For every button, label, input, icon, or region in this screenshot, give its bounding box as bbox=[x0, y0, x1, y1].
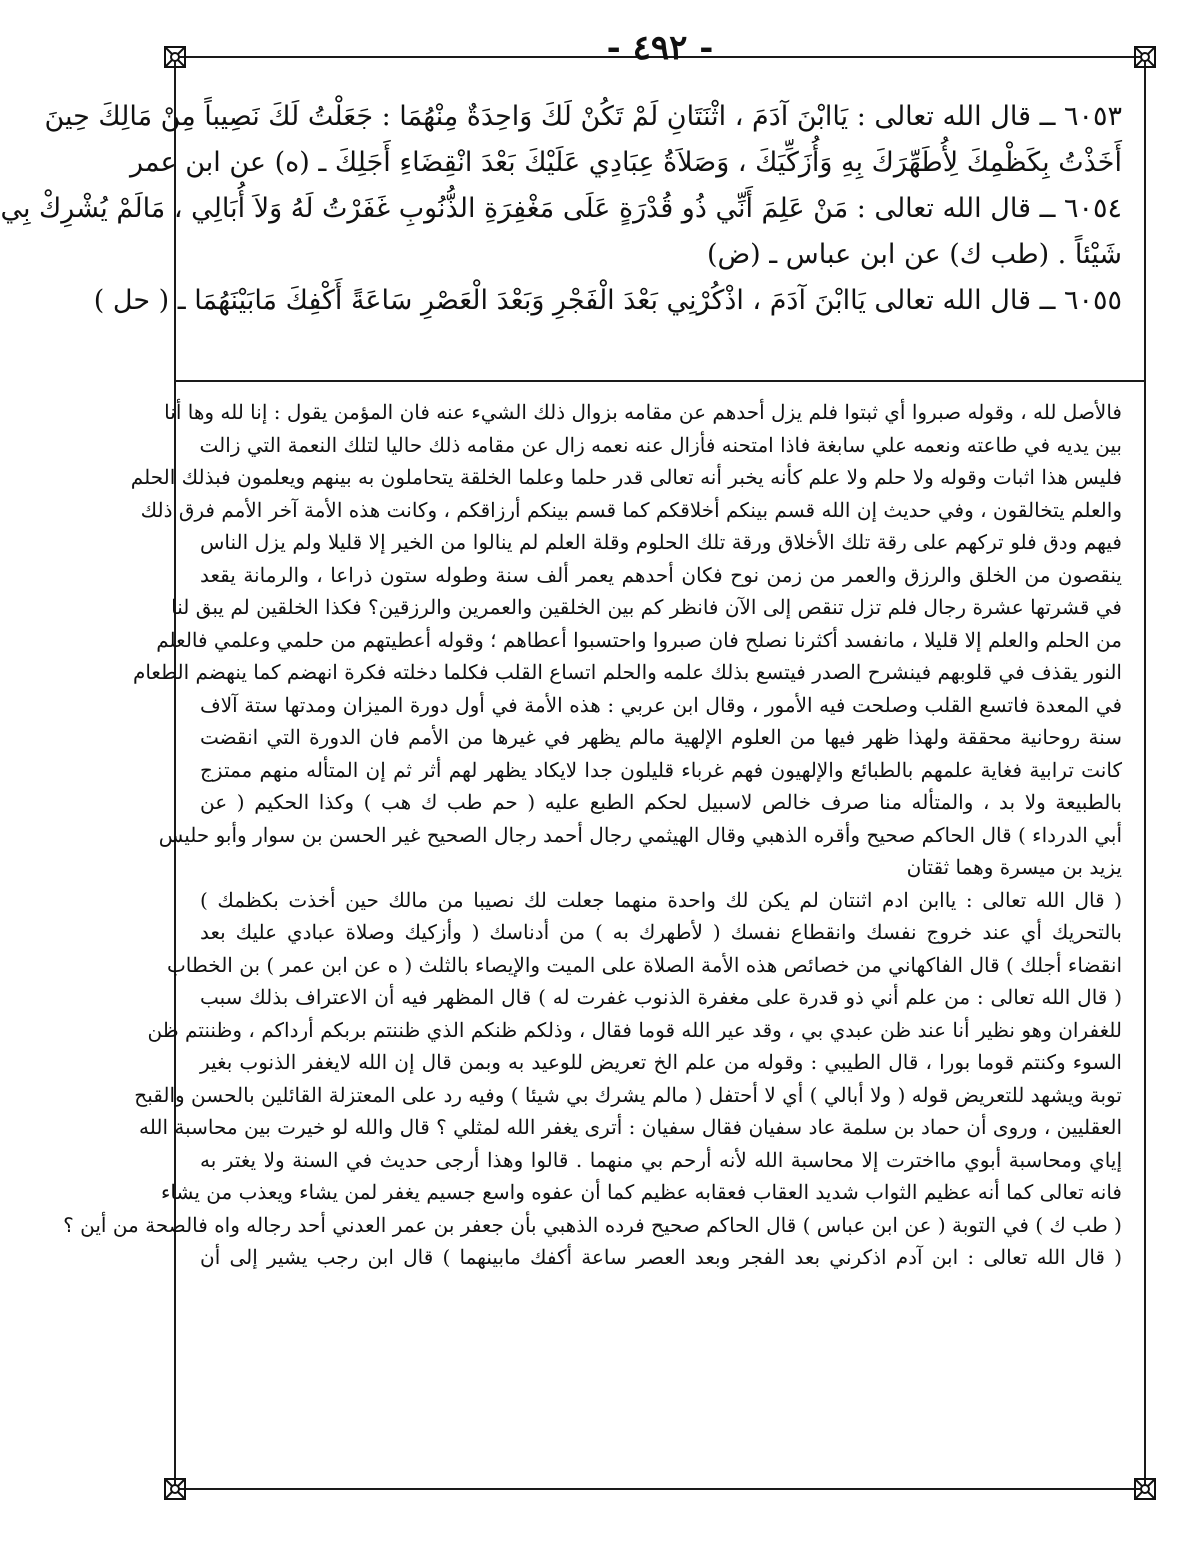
commentary-line: النور يقذف في قلوبهم فينشرح الصدر فيتسع بذلك علمه والحلم اتساع القلب فكلما دخلته فكرة انهضم كما ينهضم الطعام bbox=[132, 660, 1122, 684]
commentary-line: فيهم ودق فلو تركهم على رقة تلك الأخلاق ورقة تلك الحلوم وقلة العلم لم ينالوا من الخير إلا قليلا ولم يزل الناس bbox=[200, 530, 1122, 554]
commentary-line: أبي الدرداء ) قال الحاكم صحيح وأقره الذهبي وقال الهيثمي رجال أحمد رجال الصحيح غير الحسن بن سوار وأبو حليس bbox=[158, 822, 1122, 847]
commentary-line: فالأصل لله ، وقوله صبروا أي ثبتوا فلم يزل أحدهم عن مقامه بزوال ذلك الشيء عنه فان المؤمن يقول : إنا لله وها أنا bbox=[164, 400, 1122, 424]
hadith-line: ٦٠٥٣ ــ قال الله تعالى : يَاابْنَ آدَمَ ، اثْنَتَانِ لَمْ تَكُنْ لَكَ وَاحِدَةٌ مِنْهُمَا : جَعَلْتُ لَكَ نَصِيباً مِنْ مَالِكَ حِينَ bbox=[44, 101, 1122, 132]
commentary-line: بالتحريك أي عند خروج نفسك وانقطاع نفسك ( لأطهرك به ) من أدناسك ( وأزكيك وصلاة عبادي عليك بعد bbox=[200, 920, 1122, 944]
commentary-line: في قشرتها عشرة رجال فلم تزل تنقص إلى الآن فانظر كم بين الخلقين والعمرين والرزقين؟ فكذا الخلقين لم يبق لنا bbox=[171, 595, 1122, 619]
commentary-line: السوء وكنتم قوما بورا ، قال الطيبي : وقوله من علم الخ تعريض للوعيد به وبمن قال إن الله لايغفر الذنوب بغير bbox=[200, 1050, 1122, 1074]
frame-right bbox=[1144, 56, 1146, 1490]
commentary-line: يزيد بن ميسرة وهما ثقتان bbox=[906, 855, 1122, 879]
section-divider bbox=[174, 380, 1146, 382]
commentary-line: توبة ويشهد للتعريض قوله ( ولا أبالي ) أي لا أحتفل ( مالم يشرك بي شيئا ) وفيه رد على المعتزلة القائلين بالحسن والقبح bbox=[134, 1082, 1122, 1107]
commentary-line: كانت ترابية فغاية علمهم بالطبائع والإلهيون فهم غرباء قليلون جدا لايكاد يظهر لهم أثر ثم إن المتأله منهم ممتزج bbox=[200, 757, 1122, 782]
commentary-line: ( طب ك ) في التوبة ( عن ابن عباس ) قال الحاكم صحيح فرده الذهبي بأن جعفر بن عمر العدني أحد رجاله واه فالصحة من أين ؟ bbox=[63, 1212, 1122, 1237]
commentary-line: فانه تعالى كما أنه عظيم الثواب شديد العقاب فعقابه عظيم كما أن عفوه واسع جسيم يغفر لمن يشاء ويعذب من يشاء bbox=[161, 1180, 1122, 1204]
commentary-line: في المعدة فاتسع القلب وصلحت فيه الأمور ، وقال ابن عربي : هذه الأمة في أول دورة الميزان ومدتها ستة آلاف bbox=[200, 692, 1122, 717]
commentary-line: للغفران وهو نظير أنا عند ظن عبدي بي ، وقد عير الله قوما فقال ، وذلكم ظنكم الذي ظننتم بربكم أرداكم ، وظننتم ظن bbox=[147, 1017, 1122, 1042]
commentary-line: بالطبيعة ولا بد ، والمتأله منا صرف خالص لاسبيل لحكم الطبع عليه ( حم طب ك هب ) وكذا الحكيم ( عن bbox=[200, 790, 1123, 814]
page-number: - ٤٩٢ - bbox=[606, 28, 714, 68]
commentary-line: من الحلم والعلم إلا قليلا ، مانفسد أكثرنا نصلح فان صبروا واحتسبوا أعطاهم ؛ وقوله أعطيتهم من حلمي وعلمي فالعلم bbox=[156, 627, 1122, 652]
frame-bottom bbox=[174, 1488, 1146, 1490]
commentary-line: ( قال الله تعالى : ياابن ادم اثنتان لم يكن لك واحدة منهما جعلت لك نصيبا من مالك حين أخذت بكظمك ) bbox=[200, 887, 1122, 912]
hadith-line: شَيْئاً . (طب ك) عن ابن عباس ـ (ض) bbox=[706, 239, 1122, 270]
commentary-line: إياي ومحاسبة أبوي مااخترت إلا محاسبة الله لأنه أرحم بي منهما . قالوا وهذا أرجى حديث في السنة ولا يغتر به bbox=[200, 1147, 1122, 1172]
corner-ornament-icon bbox=[160, 1474, 190, 1504]
commentary-text-block bbox=[63, 396, 1123, 1274]
commentary-line: ينقصون من الخلق والرزق والعمر من زمن نوح فكان أحدهم يعمر ألف سنة وطوله ستون ذراعا ، والرمانة يقعد bbox=[200, 562, 1123, 587]
commentary-line: فليس هذا اثبات وقوله ولا حلم ولا علم كأنه يخبر أنه تعالى قدر حلما وعلما الخلقة يتحاملون به بينهم ويعلمون فبذلك الحلم bbox=[130, 465, 1122, 489]
hadith-line: ٦٠٥٥ ــ قال الله تعالى يَاابْنَ آدَمَ ، اذْكُرْنِي بَعْدَ الْفَجْرِ وَبَعْدَ الْعَصْرِ سَاعَةً أَكْفِكَ مَابَيْنَهُمَا ـ ( حل ) bbox=[93, 285, 1122, 316]
commentary-line: ( قال الله تعالى : من علم أني ذو قدرة على مغفرة الذنوب غفرت له ) قال المظهر فيه أن الاعتراف بذلك سبب bbox=[200, 985, 1122, 1009]
commentary-line: انقضاء أجلك ) قال الفاكهاني من خصائص هذه الأمة الصلاة على الميت والإيصاء بالثلث ( ه عن ابن عمر ) بن الخطاب bbox=[166, 952, 1122, 977]
hadith-line: ٦٠٥٤ ــ قال الله تعالى : مَنْ عَلِمَ أَنِّي ذُو قُدْرَةٍ عَلَى مَغْفِرَةِ الذُّنُوبِ غَفَرْتُ لَهُ وَلاَ أُبَالِي ، مَالَمْ يُشْرِكْ بِي bbox=[0, 193, 1122, 224]
commentary-line: العقليين ، وروى أن حماد بن سلمة عاد سفيان فقال سفيان : أترى يغفر الله لمثلي ؟ قال والله لو خيرت بين محاسبة الله bbox=[139, 1115, 1122, 1139]
hadith-text-block bbox=[0, 94, 1122, 324]
hadith-line: أَخَذْتُ بِكَظْمِكَ لِأُطَهِّرَكَ بِهِ وَأُزَكِّيَكَ ، وَصَلاَةُ عِبَادِي عَلَيْكَ بَعْدَ انْقِضَاءِ أَجَلِكَ ـ (ه) عن ابن عمر bbox=[130, 147, 1122, 178]
commentary-line: بين يديه في طاعته ونعمه علي سابغة فاذا امتحنه فأزال عنه نعمه زال عن مقامه ذلك حاليا لتلك النعمة التي زالت bbox=[199, 432, 1122, 457]
corner-ornament-icon bbox=[1130, 1474, 1160, 1504]
frame-left bbox=[174, 56, 176, 1490]
commentary-line: ( قال الله تعالى : ابن آدم اذكرني بعد الفجر وبعد العصر ساعة أكفك مابينهما ) قال ابن رجب يشير إلى أن bbox=[200, 1245, 1122, 1269]
commentary-line: سنة روحانية محققة ولهذا ظهر فيها من العلوم الإلهية مالم يظهر في غيرها من الأمم فان الدورة التي انقضت bbox=[200, 725, 1122, 749]
commentary-line: والعلم يتخالقون ، وفي حديث إن الله قسم بينكم أخلاقكم كما قسم بينكم أرزاقكم ، وكانت هذه الأمة آخر الأمم فرق ذلك bbox=[140, 497, 1122, 522]
